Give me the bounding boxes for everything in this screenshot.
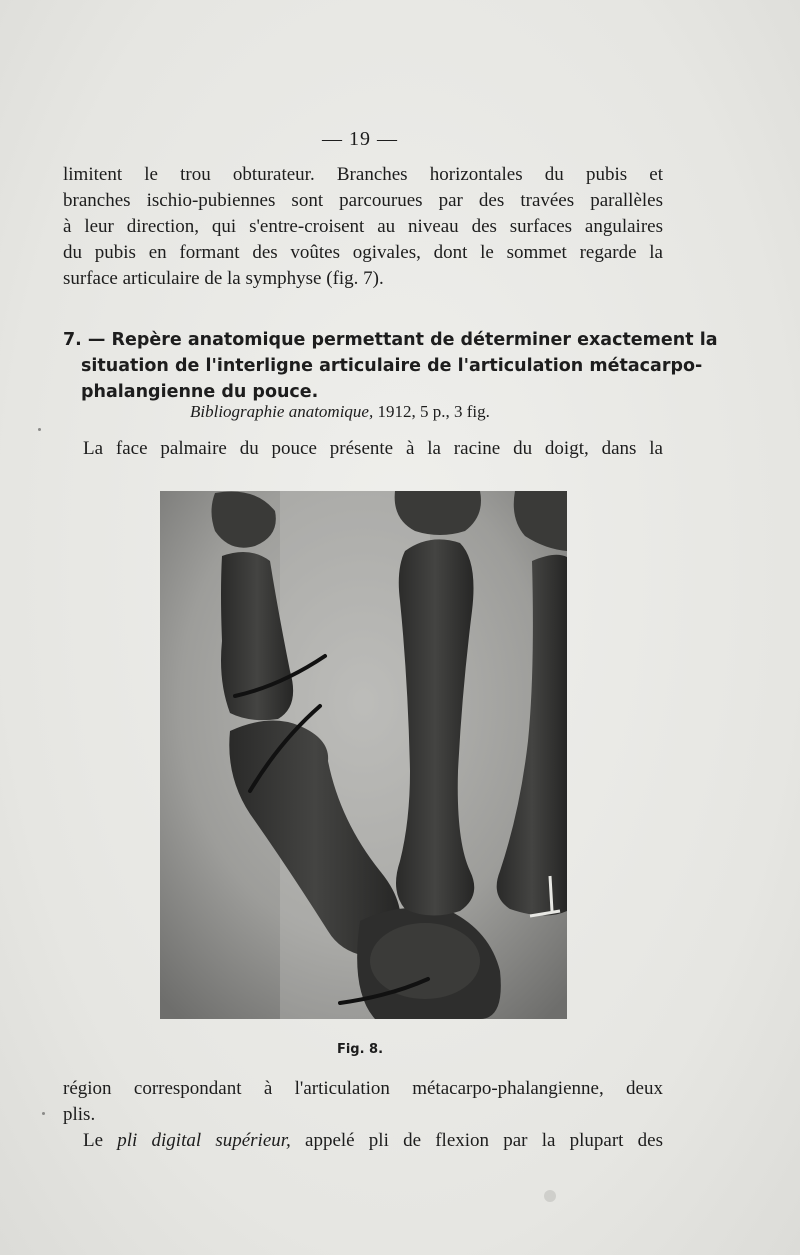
xray-image xyxy=(160,491,567,1019)
bibliography-details: 1912, 5 p., 3 fig. xyxy=(377,402,490,421)
paper-speck xyxy=(38,428,41,431)
paragraph-3-line: plis. xyxy=(63,1104,96,1125)
paragraph-3 xyxy=(63,1076,663,1128)
heading-line: situation de l'interligne articulaire de l'articulation métacarpo- xyxy=(81,356,703,376)
figure-caption: Fig. 8. xyxy=(336,1042,384,1057)
paragraph-1-line: limitent le trou obturateur. Branches horizontales du pubis et xyxy=(63,164,663,185)
paper-speck xyxy=(544,1190,556,1202)
bibliography-title: Bibliographie anatomique, xyxy=(190,402,374,421)
bibliography-reference xyxy=(190,402,490,422)
paragraph-3-line: région correspondant à l'articulation métacarpo-phalangienne, deux xyxy=(63,1078,663,1099)
heading-line: 7. — Repère anatomique permettant de déterminer exactement la xyxy=(63,330,718,350)
paragraph-2 xyxy=(63,436,663,462)
paper-speck xyxy=(42,1112,45,1115)
term-pli-digital-superieur: pli digital supérieur, xyxy=(117,1130,291,1151)
xray-figure xyxy=(160,491,567,1019)
paragraph-1-line: surface articulaire de la symphyse (fig. 7). xyxy=(63,268,384,289)
paragraph-1-line: branches ischio-pubiennes sont parcourues par des travées parallèles xyxy=(63,190,663,211)
paragraph-4 xyxy=(63,1128,663,1154)
paragraph-4-line xyxy=(63,1128,663,1154)
heading-line: phalangienne du pouce. xyxy=(81,382,319,402)
paragraph-1-line: du pubis en formant des voûtes ogivales, dont le sommet regarde la xyxy=(63,242,663,263)
page-number: — 19 — xyxy=(322,128,398,150)
paragraph-2-line: La face palmaire du pouce présente à la racine du doigt, dans la xyxy=(83,438,663,459)
paragraph-1 xyxy=(63,162,663,292)
paragraph-4-start: Le xyxy=(83,1130,118,1151)
paragraph-4-end: appelé pli de flexion par la plupart des xyxy=(290,1130,663,1151)
paragraph-1-line: à leur direction, qui s'entre-croisent au niveau des surfaces angulaires xyxy=(63,216,663,237)
section-heading xyxy=(63,327,718,405)
